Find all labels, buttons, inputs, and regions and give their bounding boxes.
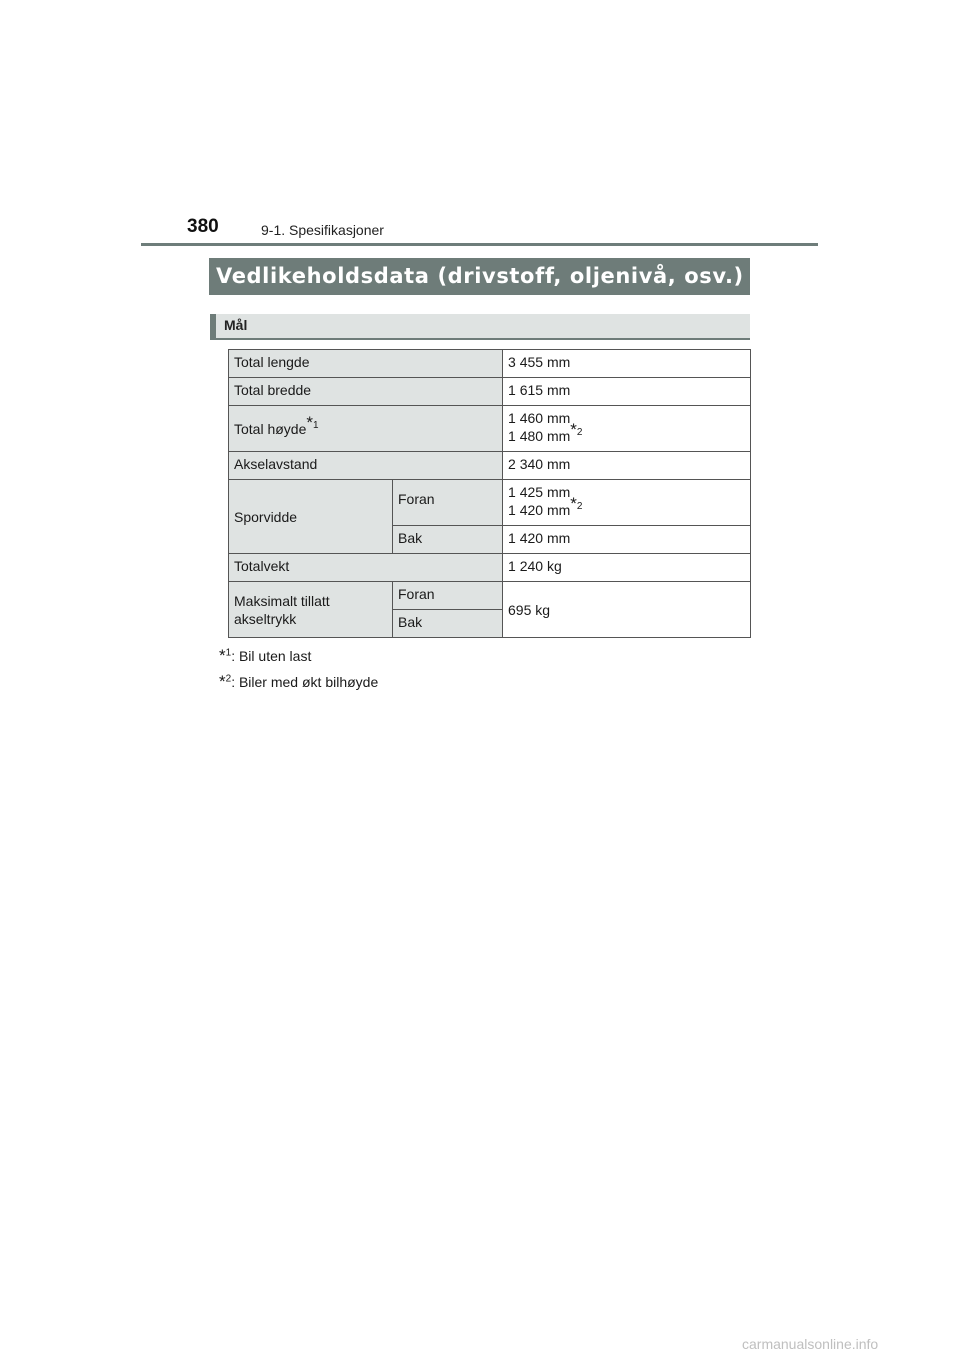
footnote-asterisk: * xyxy=(570,420,577,440)
table-row xyxy=(229,452,751,480)
value-total-length: 3 455 mm xyxy=(503,350,751,378)
footnote-asterisk: * xyxy=(306,412,313,432)
footnote-asterisk: * xyxy=(219,646,226,665)
value-wheelbase: 2 340 mm xyxy=(503,452,751,480)
label-total-width: Total bredde xyxy=(229,378,503,406)
table-row xyxy=(229,350,751,378)
footnote-asterisk: * xyxy=(219,672,226,691)
label-track-width: Sporvidde xyxy=(229,480,393,554)
label-wheelbase: Akselavstand xyxy=(229,452,503,480)
value-total-height: 1 460 mm 1 480 $mm^{*2}$ xyxy=(503,406,751,452)
label-axle-rear: Bak xyxy=(393,610,503,638)
label-axle-front: Foran xyxy=(393,582,503,610)
section-header: 9-1. Spesifikasjoner xyxy=(261,222,384,238)
table-row xyxy=(229,582,751,610)
footnotes xyxy=(219,643,378,695)
page-title: Vedlikeholdsdata (drivstoff, oljenivå, osv.) xyxy=(209,258,750,295)
label-axle-load: Maksimalt tillatt akseltrykk xyxy=(229,582,393,638)
value-total-width: 1 615 mm xyxy=(503,378,751,406)
watermark: carmanualsonline.info xyxy=(742,1336,879,1352)
label-total-length: Total lengde xyxy=(229,350,503,378)
page-number: 380 xyxy=(187,216,219,237)
subsection-title: Mål xyxy=(224,317,248,333)
label-total-weight: Totalvekt xyxy=(229,554,503,582)
table-row xyxy=(229,406,751,452)
footnote-asterisk: * xyxy=(570,494,577,514)
table-row xyxy=(229,480,751,526)
footnote-2: *$^2$: Biler med økt bilhøyde xyxy=(219,672,379,691)
label-total-height: Total høyde$^{*1}$ xyxy=(229,406,503,452)
subsection-bar xyxy=(210,314,750,340)
header-rule xyxy=(141,243,818,246)
table-row xyxy=(229,554,751,582)
value-track-rear: 1 420 mm xyxy=(503,526,751,554)
dimensions-table xyxy=(228,349,751,638)
value-axle-load: 695 kg xyxy=(503,582,751,638)
value-total-weight: 1 240 kg xyxy=(503,554,751,582)
footnote-1: *$^1$: Bil uten last xyxy=(219,646,312,665)
value-track-front: 1 425 mm 1 420 $mm^{*2}$ xyxy=(503,480,751,526)
label-track-rear: Bak xyxy=(393,526,503,554)
table-row xyxy=(229,378,751,406)
label-track-front: Foran xyxy=(393,480,503,526)
